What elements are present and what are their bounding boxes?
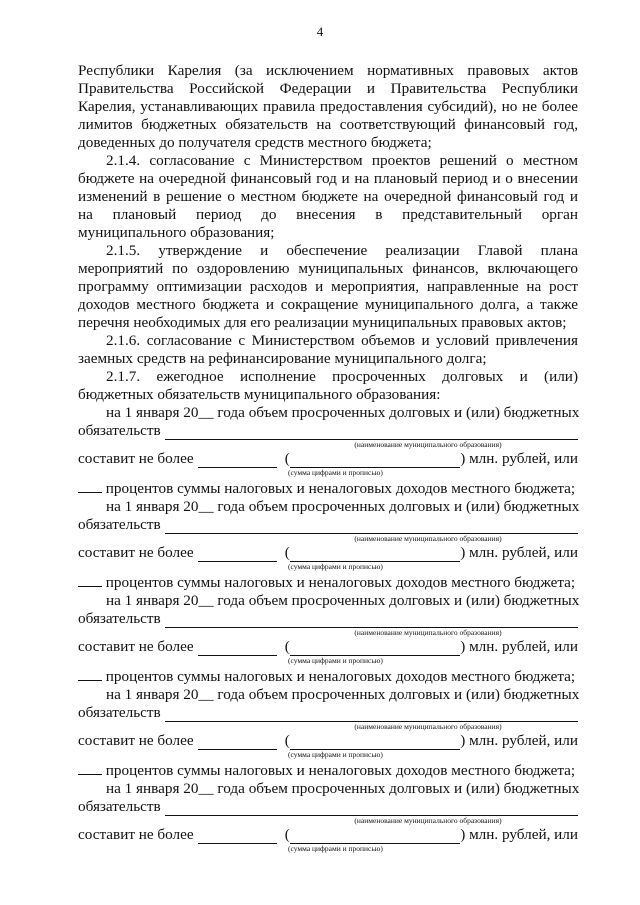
- sum-line: [78, 826, 578, 844]
- percent-field[interactable]: [78, 572, 102, 587]
- name-caption: (наименование муниципального образования): [354, 628, 502, 637]
- open-paren: (: [284, 732, 290, 749]
- percent-text: процентов суммы налоговых и неналоговых доходов местного бюджета;: [105, 668, 576, 685]
- municipality-name-field[interactable]: [165, 801, 578, 816]
- sum-caption: (сумма цифрами и прописью): [288, 468, 383, 477]
- paragraph-2-1-6: 2.1.6. согласование с Министерством объемов и условий привлечения заемных средств на рефинансирование муниципального долга;: [78, 332, 578, 367]
- paragraph-continuation: Республики Карелия (за исключением нормативных правовых актов Правительства Российской Федерации и Правительства Республики Карелия, устанавливающих правила предоставления субсидий), но не более лимитов бюджетных обязательств на соответствующий финансовый год, доведенных до получателя средств местного бюджета;: [78, 62, 578, 151]
- sum-caption: (сумма цифрами и прописью): [288, 656, 383, 665]
- open-paren: (: [284, 638, 290, 655]
- sum-line: [78, 732, 578, 750]
- open-paren: (: [284, 826, 290, 843]
- name-caption: (наименование муниципального образования): [354, 816, 502, 825]
- sum-suffix: ) млн. рублей, или: [460, 826, 578, 843]
- sum-field[interactable]: [198, 453, 277, 468]
- obligations-line: [78, 704, 578, 722]
- sum-words-field[interactable]: [290, 641, 460, 656]
- form-block: [78, 592, 578, 686]
- sum-field[interactable]: [198, 641, 277, 656]
- sum-caption: (сумма цифрами и прописью): [288, 844, 383, 853]
- page-number: 4: [316, 24, 324, 39]
- year-line: на 1 января 20__ года объем просроченных долговых и (или) бюджетных: [106, 404, 580, 421]
- sum-suffix: ) млн. рублей, или: [460, 638, 578, 655]
- sum-suffix: ) млн. рублей, или: [460, 544, 578, 561]
- sum-suffix: ) млн. рублей, или: [460, 450, 578, 467]
- sum-line: [78, 450, 578, 468]
- percent-line: [78, 572, 578, 592]
- sum-suffix: ) млн. рублей, или: [460, 732, 578, 749]
- municipality-name-field[interactable]: [165, 707, 578, 722]
- percent-text: процентов суммы налоговых и неналоговых доходов местного бюджета;: [105, 480, 576, 497]
- sum-prefix: составит не более: [78, 544, 194, 561]
- year-line: на 1 января 20__ года объем просроченных долговых и (или) бюджетных: [106, 780, 580, 797]
- obligations-label: обязательств: [78, 422, 161, 439]
- percent-line: [78, 760, 578, 780]
- obligations-label: обязательств: [78, 704, 161, 721]
- percent-field[interactable]: [78, 478, 102, 493]
- sum-line: [78, 544, 578, 562]
- paragraph-2-1-4: 2.1.4. согласование с Министерством проектов решений о местном бюджете на очередной финансовый год и на плановый период и о внесении изменений в решение о местном бюджете на очередной финансовый год и на плановый период до внесения в представительный орган муниципального образования;: [78, 152, 578, 241]
- percent-text: процентов суммы налоговых и неналоговых доходов местного бюджета;: [105, 574, 576, 591]
- municipality-name-field[interactable]: [165, 425, 578, 440]
- sum-prefix: составит не более: [78, 732, 194, 749]
- open-paren: (: [284, 544, 290, 561]
- year-line: на 1 января 20__ года объем просроченных долговых и (или) бюджетных: [106, 686, 580, 703]
- sum-caption: (сумма цифрами и прописью): [288, 750, 383, 759]
- municipality-name-field[interactable]: [165, 613, 578, 628]
- obligations-line: [78, 516, 578, 534]
- percent-field[interactable]: [78, 760, 102, 775]
- form-block: [78, 686, 578, 780]
- obligations-label: обязательств: [78, 610, 161, 627]
- year-line: на 1 января 20__ года объем просроченных долговых и (или) бюджетных: [106, 592, 580, 609]
- name-caption: (наименование муниципального образования): [354, 440, 502, 449]
- paragraph-2-1-5: 2.1.5. утверждение и обеспечение реализации Главой плана мероприятий по оздоровлению муниципальных финансов, включающего программу оптимизации расходов и мероприятия, направленные на рост доходов местного бюджета и сокращение муниципального долга, а также перечня необходимых для его реализации муниципальных правовых актов;: [78, 242, 578, 331]
- sum-prefix: составит не более: [78, 450, 194, 467]
- obligations-label: обязательств: [78, 516, 161, 533]
- sum-field[interactable]: [198, 829, 277, 844]
- sum-words-field[interactable]: [290, 829, 460, 844]
- municipality-name-field[interactable]: [165, 519, 578, 534]
- sum-field[interactable]: [198, 547, 277, 562]
- sum-words-field[interactable]: [290, 453, 460, 468]
- sum-field[interactable]: [198, 735, 277, 750]
- sum-prefix: составит не более: [78, 826, 194, 843]
- document-body: [78, 62, 578, 854]
- percent-line: [78, 478, 578, 498]
- sum-prefix: составит не более: [78, 638, 194, 655]
- sum-caption: (сумма цифрами и прописью): [288, 562, 383, 571]
- obligations-line: [78, 610, 578, 628]
- year-line: на 1 января 20__ года объем просроченных долговых и (или) бюджетных: [106, 498, 580, 515]
- obligations-line: [78, 422, 578, 440]
- open-paren: (: [284, 450, 290, 467]
- sum-line: [78, 638, 578, 656]
- sum-words-field[interactable]: [290, 735, 460, 750]
- obligations-line: [78, 798, 578, 816]
- name-caption: (наименование муниципального образования): [354, 722, 502, 731]
- percent-field[interactable]: [78, 666, 102, 681]
- paragraph-2-1-7: 2.1.7. ежегодное исполнение просроченных долговых и (или) бюджетных обязательств муниципального образования:: [78, 368, 578, 403]
- form-block: [78, 780, 578, 854]
- percent-line: [78, 666, 578, 686]
- name-caption: (наименование муниципального образования): [354, 534, 502, 543]
- form-block: [78, 404, 578, 498]
- percent-text: процентов суммы налоговых и неналоговых доходов местного бюджета;: [105, 762, 576, 779]
- obligations-label: обязательств: [78, 798, 161, 815]
- form-block: [78, 498, 578, 592]
- sum-words-field[interactable]: [290, 547, 460, 562]
